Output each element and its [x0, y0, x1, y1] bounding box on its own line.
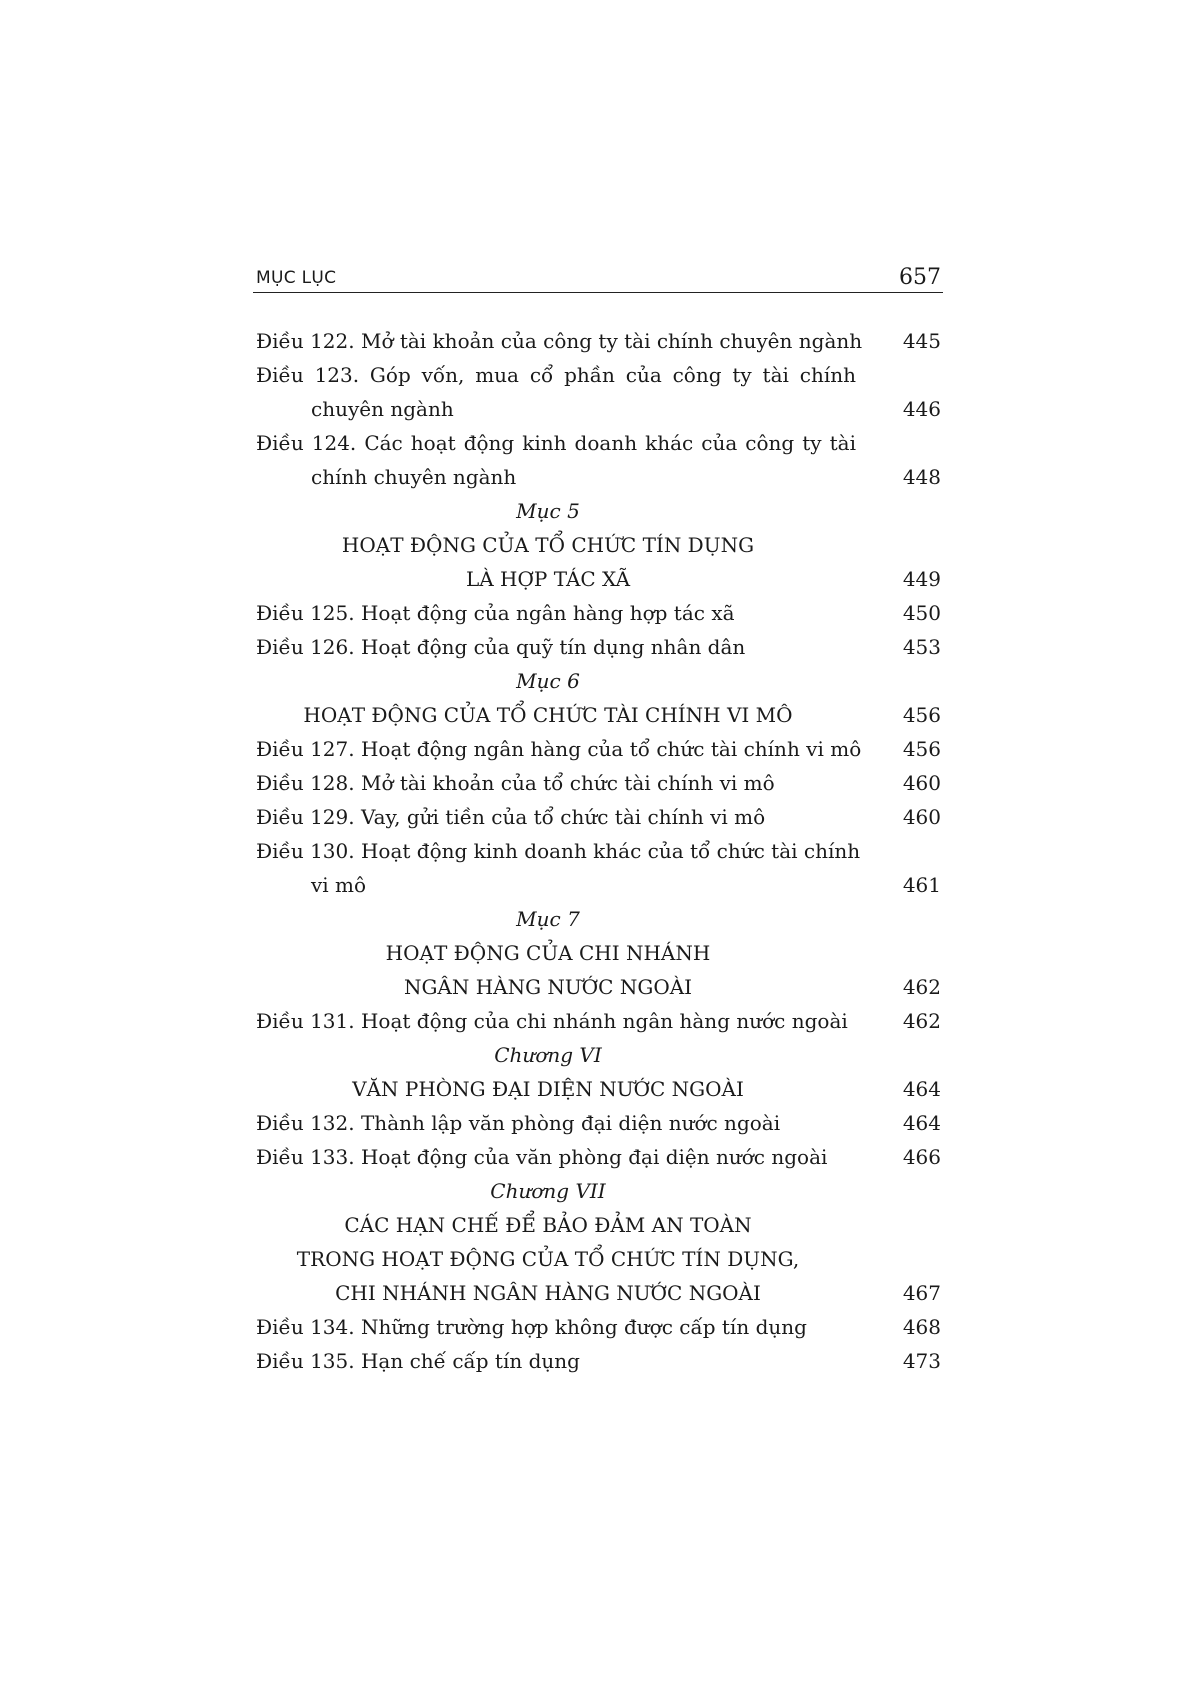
toc-page-number: 467: [902, 1281, 941, 1305]
toc-page-number: 449: [902, 567, 941, 591]
toc-row: [253, 1004, 943, 1038]
toc-row: [253, 1310, 943, 1344]
toc-entry-text: Điều 127. Hoạt động ngân hàng của tổ chức tài chính vi mô: [256, 737, 862, 761]
toc-page-number: 473: [902, 1349, 941, 1373]
toc-row: [253, 698, 943, 732]
header-page-number: 657: [899, 265, 941, 290]
toc-row: [253, 1276, 943, 1310]
page-header: [253, 256, 943, 293]
toc-row: [253, 630, 943, 664]
toc-row: [253, 392, 943, 426]
toc-section-label: Chương VII: [490, 1179, 606, 1203]
toc-row: [253, 324, 943, 358]
table-of-contents: [253, 324, 943, 1378]
toc-row: [253, 868, 943, 902]
toc-entry-text: Điều 123. Góp vốn, mua cổ phần của công ty tài chính: [256, 363, 856, 387]
toc-page-number: 462: [902, 1009, 941, 1033]
toc-page-number: 446: [902, 397, 941, 421]
toc-page-number: 453: [902, 635, 941, 659]
toc-page-number: 464: [902, 1111, 941, 1135]
toc-page-number: 450: [902, 601, 941, 625]
toc-heading: HOẠT ĐỘNG CỦA CHI NHÁNH: [385, 941, 711, 965]
toc-heading: NGÂN HÀNG NƯỚC NGOÀI: [403, 975, 693, 999]
toc-row: [253, 902, 943, 936]
toc-page-number: 461: [902, 873, 941, 897]
toc-page-number: 466: [902, 1145, 941, 1169]
toc-row: [253, 800, 943, 834]
toc-heading: CHI NHÁNH NGÂN HÀNG NƯỚC NGOÀI: [335, 1281, 761, 1305]
toc-entry-text: Điều 133. Hoạt động của văn phòng đại diện nước ngoài: [256, 1145, 828, 1169]
toc-row: [253, 596, 943, 630]
toc-row: [253, 528, 943, 562]
toc-row: [253, 1140, 943, 1174]
toc-entry-text: Điều 132. Thành lập văn phòng đại diện nước ngoài: [256, 1111, 781, 1135]
toc-row: [253, 1174, 943, 1208]
toc-section-label: Mục 7: [516, 907, 580, 931]
toc-entry-text: Điều 131. Hoạt động của chi nhánh ngân hàng nước ngoài: [256, 1009, 848, 1033]
toc-entry-text: vi mô: [311, 873, 367, 897]
header-title: MỤC LỤC: [256, 268, 337, 288]
toc-page-number: 460: [902, 771, 941, 795]
toc-row: [253, 562, 943, 596]
toc-entry-text: chính chuyên ngành: [311, 465, 517, 489]
toc-row: [253, 936, 943, 970]
toc-page-number: 456: [902, 737, 941, 761]
toc-row: [253, 358, 943, 392]
toc-row: [253, 494, 943, 528]
toc-page-number: 462: [902, 975, 941, 999]
toc-entry-text: chuyên ngành: [311, 397, 454, 421]
toc-row: [253, 1208, 943, 1242]
toc-row: [253, 970, 943, 1004]
toc-page-number: 445: [902, 329, 941, 353]
toc-entry-text: Điều 125. Hoạt động của ngân hàng hợp tác xã: [256, 601, 735, 625]
toc-entry-text: Điều 128. Mở tài khoản của tổ chức tài chính vi mô: [256, 771, 775, 795]
toc-page-number: 448: [902, 465, 941, 489]
toc-row: [253, 732, 943, 766]
toc-entry-text: Điều 130. Hoạt động kinh doanh khác của tổ chức tài chính: [256, 839, 861, 863]
toc-row: [253, 1038, 943, 1072]
toc-row: [253, 664, 943, 698]
toc-entry-text: Điều 124. Các hoạt động kinh doanh khác của công ty tài: [256, 431, 856, 455]
toc-entry-text: Điều 126. Hoạt động của quỹ tín dụng nhân dân: [256, 635, 746, 659]
toc-row: [253, 1344, 943, 1378]
toc-row: [253, 1072, 943, 1106]
toc-page-number: 468: [902, 1315, 941, 1339]
toc-heading: HOẠT ĐỘNG CỦA TỔ CHỨC TÍN DỤNG: [341, 533, 755, 557]
toc-row: [253, 1106, 943, 1140]
toc-heading: VĂN PHÒNG ĐẠI DIỆN NƯỚC NGOÀI: [352, 1077, 744, 1101]
toc-row: [253, 426, 943, 460]
toc-entry-text: Điều 129. Vay, gửi tiền của tổ chức tài chính vi mô: [256, 805, 766, 829]
toc-heading: TRONG HOẠT ĐỘNG CỦA TỔ CHỨC TÍN DỤNG,: [296, 1247, 800, 1271]
toc-entry-text: Điều 134. Những trường hợp không được cấp tín dụng: [256, 1315, 807, 1339]
toc-row: [253, 766, 943, 800]
toc-section-label: Mục 6: [516, 669, 580, 693]
toc-entry-text: Điều 122. Mở tài khoản của công ty tài chính chuyên ngành: [256, 329, 863, 353]
toc-page-number: 460: [902, 805, 941, 829]
toc-heading: CÁC HẠN CHẾ ĐỂ BẢO ĐẢM AN TOÀN: [344, 1213, 752, 1237]
toc-page-number: 464: [902, 1077, 941, 1101]
toc-entry-text: Điều 135. Hạn chế cấp tín dụng: [256, 1349, 580, 1373]
toc-row: [253, 460, 943, 494]
toc-section-label: Chương VI: [494, 1043, 602, 1067]
toc-section-label: Mục 5: [516, 499, 580, 523]
toc-row: [253, 1242, 943, 1276]
toc-row: [253, 834, 943, 868]
toc-heading: HOẠT ĐỘNG CỦA TỔ CHỨC TÀI CHÍNH VI MÔ: [303, 703, 793, 727]
toc-heading: LÀ HỢP TÁC XÃ: [465, 567, 631, 591]
toc-page-number: 456: [902, 703, 941, 727]
